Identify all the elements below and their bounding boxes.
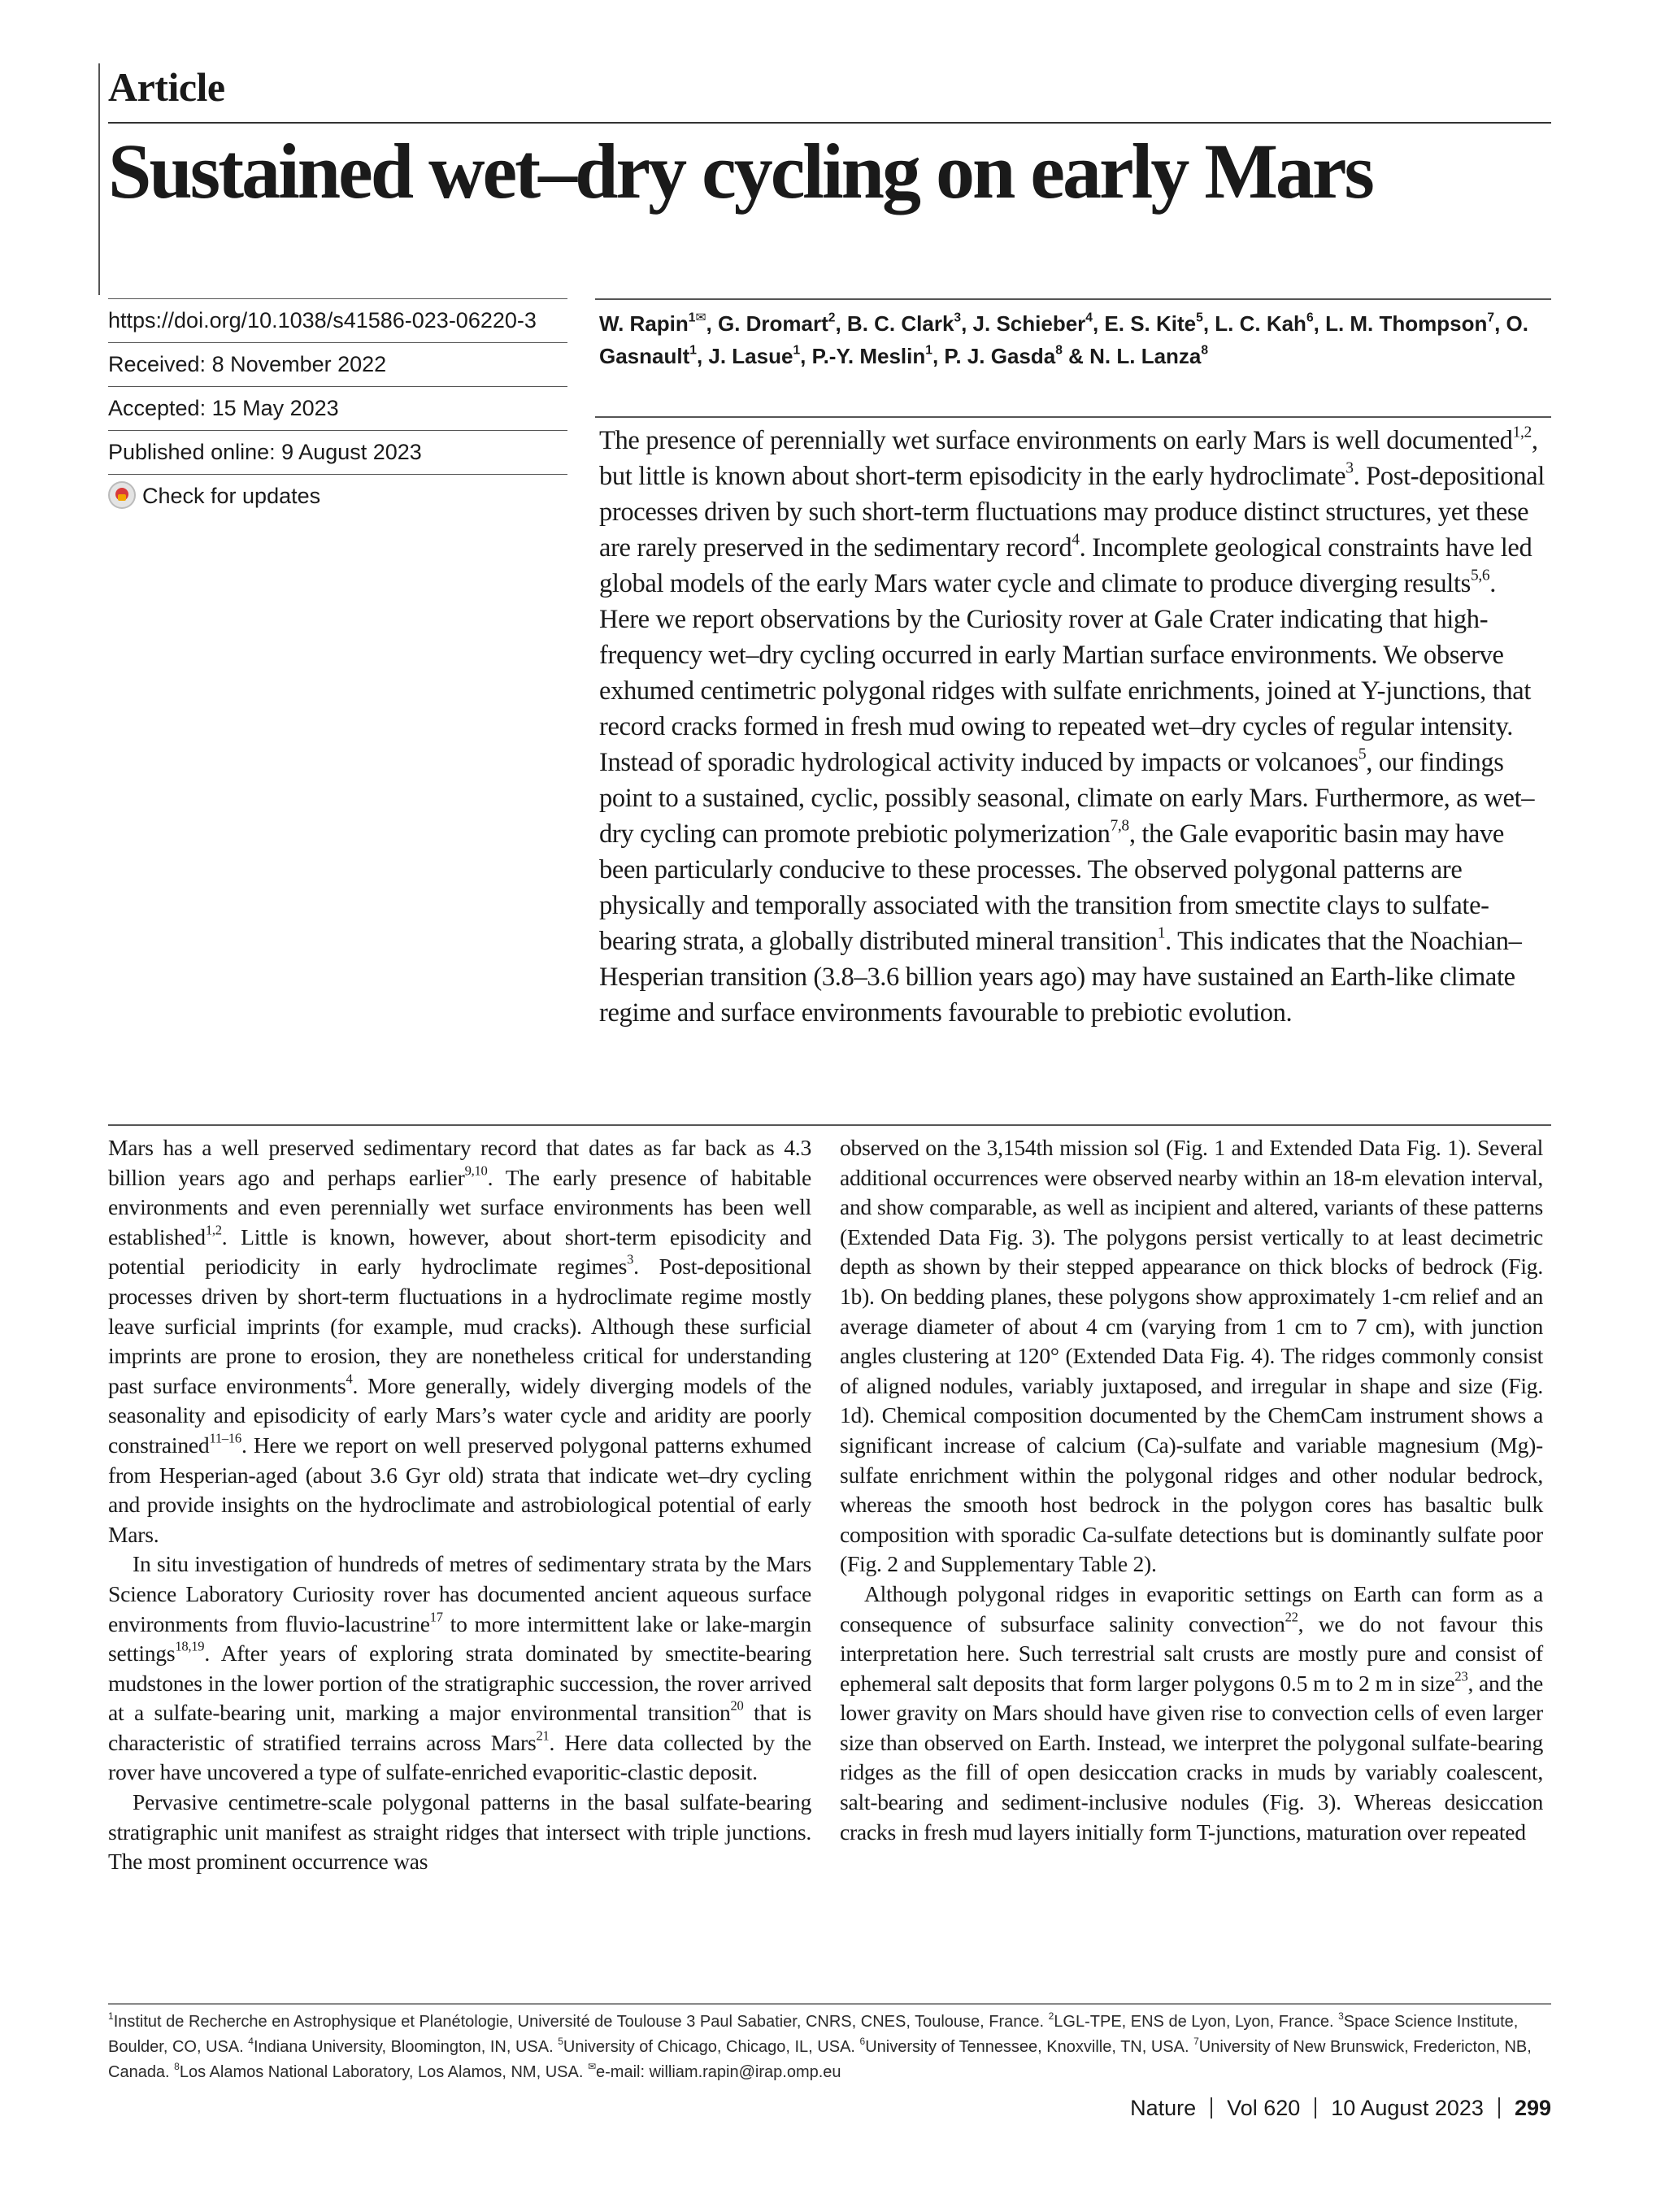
page-footer: [1130, 2096, 1551, 2121]
article-title: Sustained wet–dry cycling on early Mars: [108, 128, 1372, 215]
author-list: W. Rapin$^{1✉}$, G. Dromart$^2$, B. C. Clark$^3$, J. Schieber$^4$, E. S. Kite$^5$, L. C. Kah$^6$, L. M. Thompson$^7$, O. Gasnault$^1$, J. Lasue$^1$, P.-Y. Meslin$^1$, P. J. Gasda$^8$ & N. L. Lanza$^8$: [599, 311, 1528, 368]
authors-divider: [595, 298, 1551, 300]
page-number: 299: [1514, 2096, 1551, 2120]
footnote-divider: [108, 2003, 1551, 2005]
volume: Vol 620: [1227, 2096, 1301, 2120]
body-divider: [108, 1124, 1551, 1126]
accepted-date: Accepted: 15 May 2023: [108, 386, 567, 430]
footer-separator: [1315, 2097, 1316, 2119]
journal-name: Nature: [1130, 2096, 1197, 2120]
issue-date: 10 August 2023: [1331, 2096, 1484, 2120]
check-updates-label: Check for updates: [142, 484, 321, 508]
abstract: [599, 423, 1550, 1031]
abstract-text: The presence of perennially wet surface environments on early Mars is well documented$^{1,2}$, but little is known about short-term episodicity in the early hydroclimate$^3$. Post-depositional processes driven by such short-term fluctuations may produce distinct structures, yet these are rarely preserved in the sedimentary record$^4$. Incomplete geological constraints have led global models of the early Mars water cycle and climate to produce diverging results$^{5,6}$. Here we report observations by the Curiosity rover at Gale Crater indicating that high-frequency wet–dry cycling occurred in early Martian surface environments. We observe exhumed centimetric polygonal ridges with sulfate enrichments, joined at Y-junctions, that record cracks formed in fresh mud owing to repeated wet–dry cycles of regular intensity. Instead of sporadic hydrological activity induced by impacts or volcanoes$^5$, our findings point to a sustained, cyclic, possibly seasonal, climate on early Mars. Furthermore, as wet–dry cycling can promote prebiotic polymerization$^{7,8}$, the Gale evaporitic basin may have been particularly conducive to these processes. The observed polygonal patterns are physically and temporally associated with the transition from smectite clays to sulfate-bearing strata, a globally distributed mineral transition$^1$. This indicates that the Noachian–Hesperian transition (3.8–3.6 billion years ago) may have sustained an Earth-like climate regime and surface environments favourable to prebiotic evolution.: [599, 424, 1545, 1028]
article-metadata: [108, 298, 567, 518]
body-column-left: [108, 1133, 811, 1877]
body-paragraph: Although polygonal ridges in evaporitic settings on Earth can form as a consequence of subsurface salinity convection$^{22}$, we do not favour this interpretation here. Such terrestrial salt crusts are mostly pure and consist of ephemeral salt deposits that form larger polygons 0.5 m to 2 m in size$^{23}$, and the lower gravity on Mars should have given rise to convection cells of even larger size than observed on Earth. Instead, we interpret the polygonal sulfate-bearing ridges as the fill of open desiccation cracks in muds by variably coalescent, salt-bearing and sediment-inclusive nodules (Fig. 3). Whereas desiccation cracks in fresh mud layers initially form T-junctions, maturation over repeated: [840, 1580, 1544, 1845]
header-divider: [108, 122, 1551, 124]
crossmark-icon: [108, 481, 136, 509]
received-date: Received: 8 November 2022: [108, 342, 567, 386]
body-paragraph: observed on the 3,154th mission sol (Fig. 1 and Extended Data Fig. 1). Several additional occurrences were observed nearby within an 18-m elevation interval, and show comparable, as well as incipient and altered, variants of these patterns (Extended Data Fig. 3). The polygons persist vertically to at least decimetric depth as shown by their stepped appearance on thick blocks of bedrock (Fig. 1b). On bedding planes, these polygons show approximately 1-cm relief and an average diameter of about 4 cm (varying from 1 cm to 7 cm), with junction angles clustering at 120° (Extended Data Fig. 4). The ridges commonly consist of aligned nodules, variably juxtaposed, and irregular in shape and size (Fig. 1d). Chemical composition documented by the ChemCam instrument shows a significant increase of calcium (Ca)-sulfate and variable magnesium (Mg)-sulfate enrichment within the polygonal ridges and other nodular bedrock, whereas the smooth host bedrock in the polygon cores has basaltic bulk composition with sporadic Ca-sulfate detections but is dominantly sulfate poor (Fig. 2 and Supplementary Table 2).: [840, 1135, 1543, 1577]
doi-link[interactable]: https://doi.org/10.1038/s41586-023-06220-3: [108, 298, 567, 342]
body-paragraph: In situ investigation of hundreds of metres of sedimentary strata by the Mars Science Laboratory Curiosity rover has documented ancient aqueous surface environments from fluvio-lacustrine$^{17}$ to more intermittent lake or lake-margin settings$^{18,19}$. After years of exploring strata dominated by smectite-bearing mudstones in the lower portion of the stratigraphic succession, the rover arrived at a sulfate-bearing unit, marking a major environmental transition$^{20}$ that is characteristic of stratified terrains across Mars$^{21}$. Here data collected by the rover have uncovered a type of sulfate-enriched evaporitic-clastic deposit.: [108, 1551, 811, 1785]
body-paragraph: Mars has a well preserved sedimentary record that dates as far back as 4.3 billion years ago and perhaps earlier$^{9,10}$. The early presence of habitable environments and even perennially wet surface environments has been well established$^{1,2}$. Little is known, however, about short-term episodicity and potential periodicity in early hydroclimate regimes$^3$. Post-depositional processes driven by short-term fluctuations in a hydroclimate regime mostly leave surficial imprints (for example, mud cracks). Although these surficial imprints are prone to erosion, they are nonetheless critical for understanding past surface environments$^4$. More generally, widely diverging models of the seasonality and episodicity of early Mars’s water cycle and aridity are poorly constrained$^{11-16}$. Here we report on well preserved polygonal patterns exhumed from Hesperian-aged (about 3.6 Gyr old) strata that indicate wet–dry cycling and provide insights on the hydroclimate and astrobiological potential of early Mars.: [108, 1135, 811, 1547]
footer-separator: [1498, 2097, 1500, 2119]
body-paragraph: Pervasive centimetre-scale polygonal patterns in the basal sulfate-bearing stratigraphic unit manifest as straight ridges that intersect with triple junctions. The most prominent occurrence was: [108, 1789, 811, 1875]
published-date: Published online: 9 August 2023: [108, 430, 567, 474]
footer-separator: [1211, 2097, 1212, 2119]
check-updates-button[interactable]: [108, 474, 567, 518]
body-column-right: [840, 1133, 1543, 1847]
abstract-divider: [595, 416, 1551, 418]
section-label: Article: [108, 64, 225, 110]
affiliations-footnote: $^1$Institut de Recherche en Astrophysique et Planétologie, Université de Toulouse 3 Paul Sabatier, CNRS, CNES, Toulouse, France. $^2$LGL-TPE, ENS de Lyon, Lyon, France. $^3$Space Science Institute, Boulder, CO, USA. $^4$Indiana University, Bloomington, IN, USA. $^5$University of Chicago, Chicago, IL, USA. $^6$University of Tennessee, Knoxville, TN, USA. $^7$University of New Brunswick, Fredericton, NB, Canada. $^8$Los Alamos National Laboratory, Los Alamos, NM, USA. ✉e-mail: william.rapin@irap.omp.eu: [108, 2010, 1532, 2081]
left-margin-rule: [98, 63, 100, 295]
